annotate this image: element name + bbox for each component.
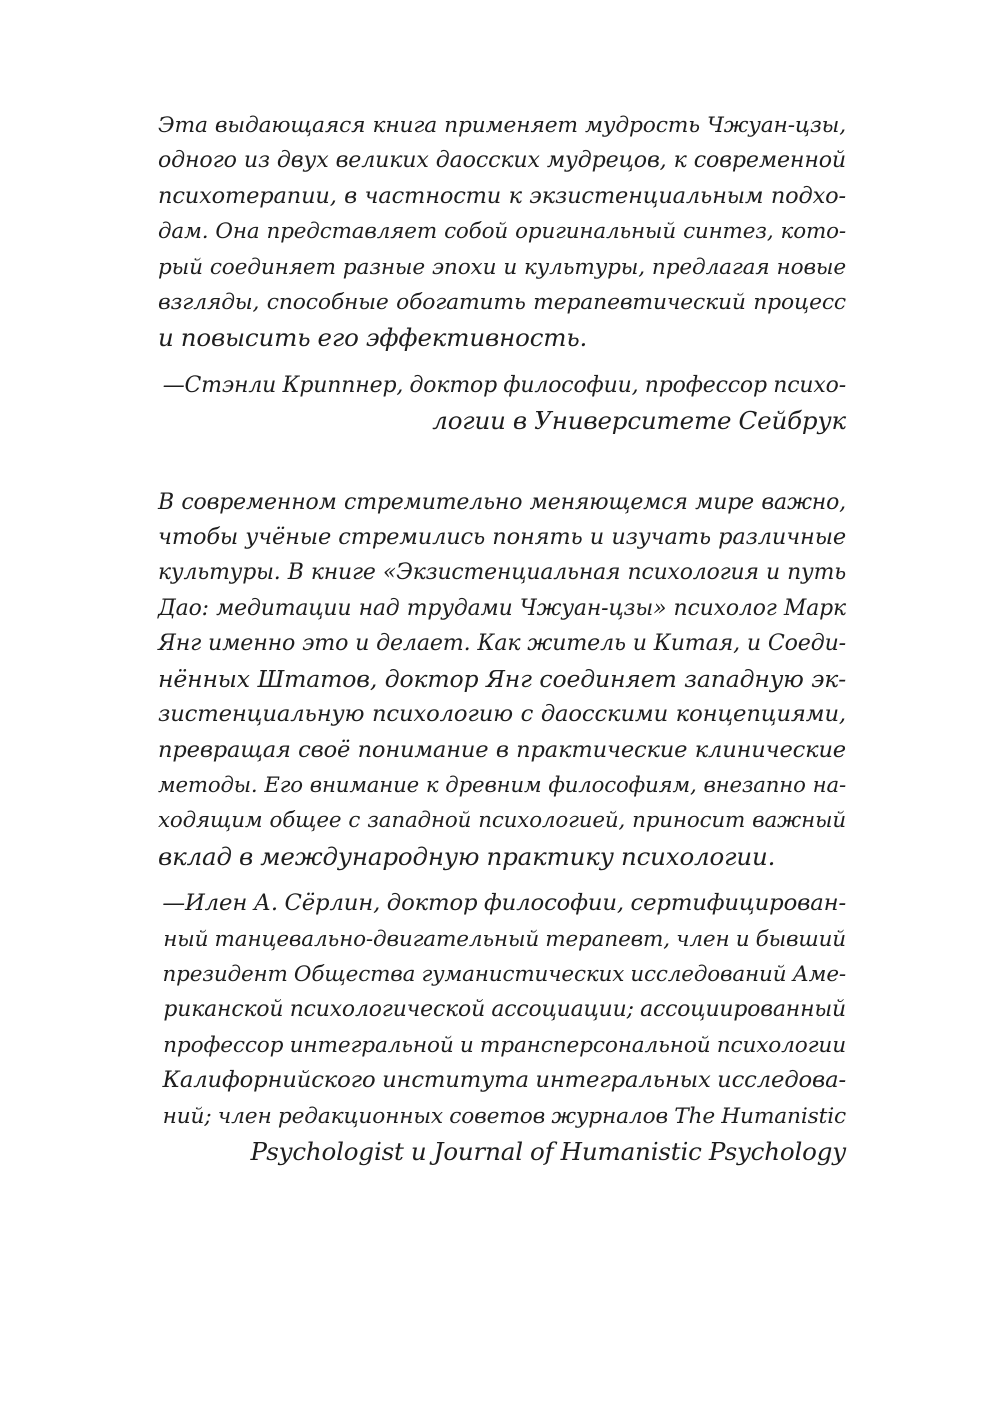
blurb-line: вклад в международную практику психологии. [158,841,776,871]
blurb-line: Дао: медитации над трудами Чжуан-цзы» психолог Марк [158,595,846,621]
blurb-line: ходящим общее с западной психологией, приносит важный [158,808,846,834]
attribution-line: Psychologist и Journal of Humanistic Psychology [250,1136,846,1166]
blurb-krippner [158,108,846,356]
blurb-line: взгляды, способные обогатить терапевтический процесс [158,290,846,316]
blurb-line: рый соединяет разные эпохи и культуры, предлагая новые [158,254,846,280]
attribution-line: —Стэнли Криппнер, доктор философии, профессор психо- [162,372,846,398]
attribution-krippner [158,368,846,439]
blurb-line: чтобы учёные стремились понять и изучать различные [158,524,846,551]
blurb-line: и повысить его эффективность. [158,323,588,353]
attribution-line: ний; член редакционных советов журналов The Humanistic [162,1103,846,1129]
blurb-line: дам. Она представляет собой оригинальный синтез, кото- [158,219,846,245]
blurb-line: Янг именно это и делает. Как житель и Китая, и Соеди- [158,630,846,657]
attribution-line: ный танцевально-двигательный терапевт, член и бывший [163,926,846,952]
page-content [158,108,846,1169]
blurb-line: методы. Его внимание к древним философиям, внезапно на- [158,772,846,798]
blurb-line: психотерапии, в частности к экзистенциальным подхо- [158,182,846,209]
blurb-serlin [158,485,846,874]
attribution-line: —Илен А. Сёрлин, доктор философии, сертифицирован- [162,890,846,917]
attribution-line: президент Общества гуманистических исследований Аме- [162,961,846,987]
blurb-line: зистенциальную психологию с даосскими концепциями, [158,701,846,728]
attribution-line: Калифорнийского института интегральных исследова- [162,1067,846,1094]
blurb-line: культуры. В книге «Экзистенциальная психология и путь [158,560,846,586]
attribution-line: логии в Университете Сейбрук [432,406,846,436]
blurb-line: одного из двух великих даосских мудрецов, к современной [158,147,846,174]
blurb-line: превращая своё понимание в практические клинические [158,736,846,763]
attribution-serlin [158,886,846,1169]
blurb-line: В современном стремительно меняющемся мире важно, [158,489,846,515]
attribution-line: риканской психологической ассоциации; ассоциированный [163,997,846,1023]
attribution-line: профессор интегральной и трансперсональной психологии [163,1032,846,1058]
blurb-line: нённых Штатов, доктор Янг соединяет западную эк- [158,664,846,693]
blurb-line: Эта выдающаяся книга применяет мудрость Чжуан-цзы, [158,113,846,138]
